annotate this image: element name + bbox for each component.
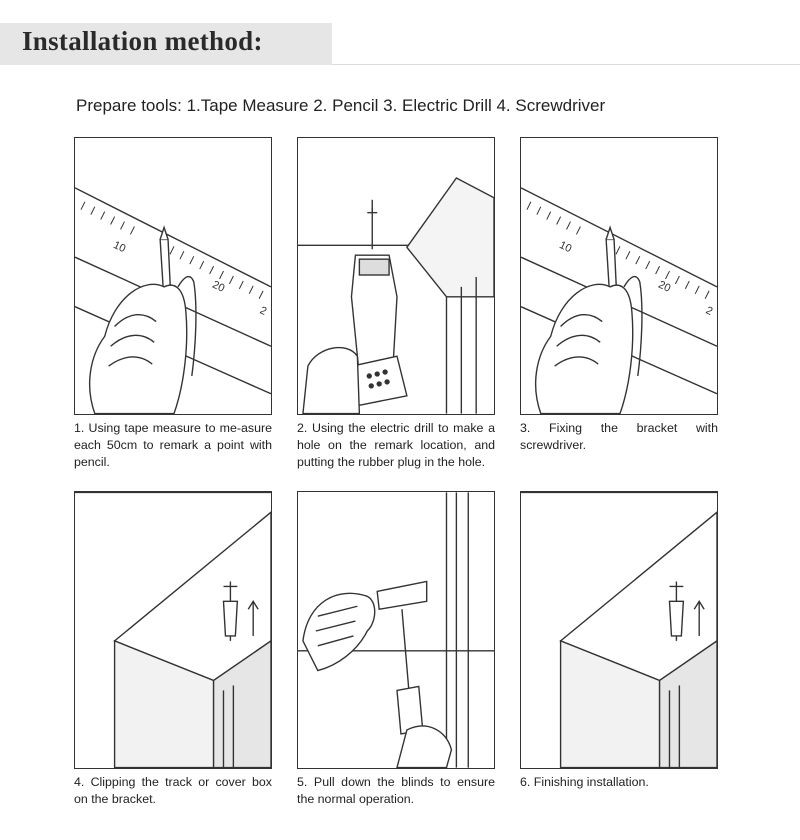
step-3-illustration: [520, 137, 718, 415]
step-1-illustration: [74, 137, 272, 415]
page-title: Installation method:: [22, 26, 263, 56]
step-4-illustration: [74, 491, 272, 769]
ruler-number-20: 20: [210, 278, 227, 295]
tools-list: 1.Tape Measure 2. Pencil 3. Electric Drill 4. Screwdriver: [186, 96, 606, 115]
step-4-caption: 4. Clipping the track or cover box on the bracket.: [74, 775, 272, 806]
step-1-caption: 1. Using tape measure to me‐asure each 50cm to remark a point with pencil.: [74, 421, 272, 469]
step-2-illustration: [297, 137, 495, 415]
ruler-number-10: 10: [111, 239, 128, 256]
ruler-number-2: 2: [257, 304, 269, 318]
ruler-number-20: 20: [656, 278, 673, 295]
step-5-illustration: [297, 491, 495, 769]
step-3-caption: 3. Fixing the bracket with screwdriver.: [520, 421, 718, 452]
ruler-number-2: 2: [703, 304, 715, 318]
tools-lead: Prepare tools:: [76, 96, 182, 115]
step-6-illustration: [520, 491, 718, 769]
tools-line: [76, 96, 605, 116]
step-2-caption: 2. Using the electric drill to make a hole on the remark location, and putting the rubber plug in the hole.: [297, 421, 495, 469]
step-5-caption: 5. Pull down the blinds to ensure the normal operation.: [297, 775, 495, 806]
header-divider: [332, 64, 800, 65]
step-6-caption: 6. Finishing installation.: [520, 775, 649, 789]
ruler-number-10: 10: [557, 239, 574, 256]
